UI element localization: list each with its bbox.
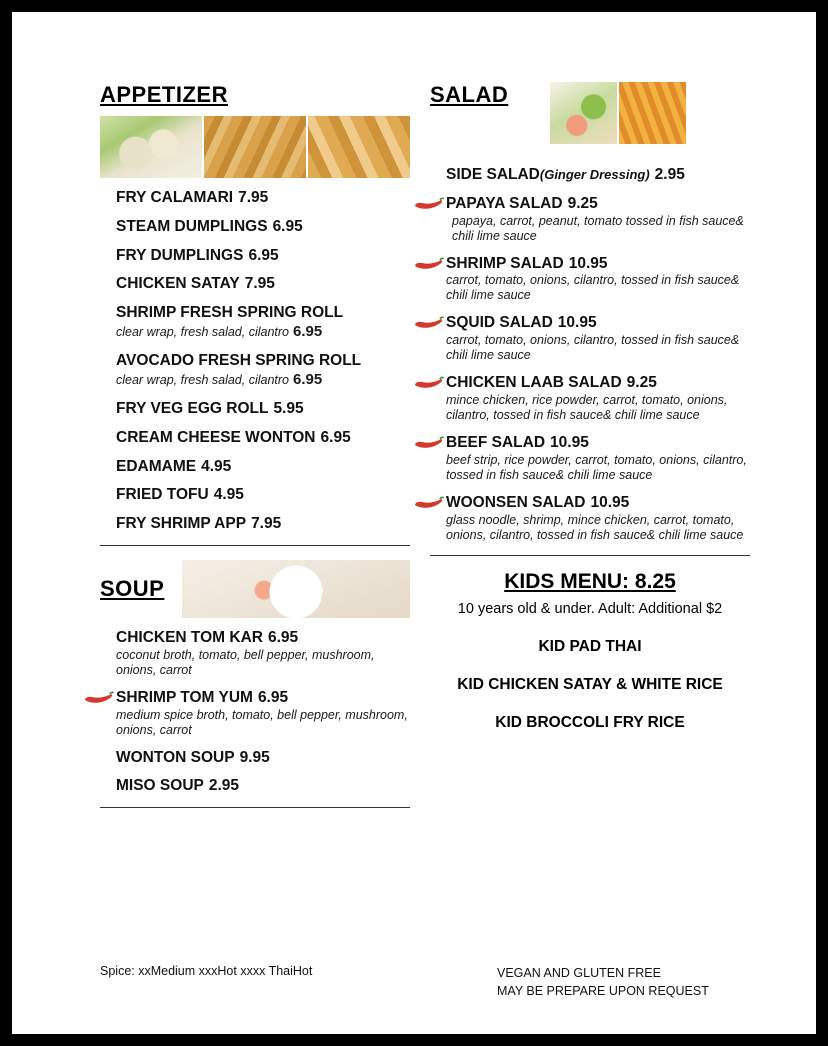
item-name: CHICKEN TOM KAR — [116, 628, 263, 646]
vegan-note-line-1: VEGAN AND GLUTEN FREE — [497, 966, 661, 980]
fried-wonton-photo — [308, 116, 410, 178]
item-desc: glass noodle, shrimp, mince chicken, carrot, tomato, onions, cilantro, tossed in fish sauce& chili lime sauce — [446, 512, 744, 542]
spring-roll-photo — [100, 116, 202, 178]
appetizer-heading: APPETIZER — [100, 82, 228, 107]
item-name: SQUID SALAD — [446, 314, 553, 332]
menu-item — [100, 429, 410, 447]
item-price: 9.95 — [239, 748, 270, 766]
item-name: SHRIMP TOM YUM — [116, 688, 253, 706]
menu-item — [430, 314, 750, 363]
menu-item — [430, 255, 750, 304]
kids-menu-item: KID CHICKEN SATAY & WHITE RICE — [457, 675, 723, 693]
menu-item — [100, 458, 410, 476]
spice-legend: Spice: xxMedium xxxHot xxxx ThaiHot — [100, 964, 313, 978]
item-price: 2.95 — [654, 166, 685, 183]
item-desc: carrot, tomato, onions, cilantro, tossed in fish sauce& chili lime sauce — [446, 333, 740, 363]
item-desc: clear wrap, fresh salad, cilantro — [116, 325, 289, 340]
item-price: 5.95 — [273, 399, 304, 417]
soup-heading: SOUP — [100, 575, 165, 601]
item-note: (Ginger Dressing) — [539, 167, 650, 182]
menu-item — [100, 749, 410, 767]
menu-item — [100, 304, 410, 341]
kids-menu-subtitle: 10 years old & under. Adult: Additional $2 — [457, 600, 723, 617]
item-desc: coconut broth, tomato, bell pepper, mushroom, onions, carrot — [116, 647, 375, 677]
item-price: 10.95 — [550, 434, 589, 452]
item-name: WONTON SOUP — [116, 748, 235, 766]
item-name: FRIED TOFU — [116, 486, 209, 504]
section-divider — [430, 555, 750, 556]
menu-item — [100, 352, 410, 389]
item-name: CREAM CHEESE WONTON — [116, 428, 316, 446]
egg-roll-photo — [204, 116, 306, 178]
chili-pepper-icon — [414, 496, 444, 510]
item-name: AVOCADO FRESH SPRING ROLL — [116, 352, 362, 370]
item-name: MISO SOUP — [116, 777, 204, 795]
appetizer-photo-strip — [100, 116, 410, 178]
menu-item — [100, 218, 410, 236]
item-desc: papaya, carrot, peanut, tomato tossed in fish sauce& chili lime sauce — [452, 213, 744, 243]
item-name: SIDE SALAD — [446, 166, 540, 183]
item-name: PAPAYA SALAD — [446, 194, 563, 212]
item-name: STEAM DUMPLINGS — [116, 217, 268, 235]
salad-section — [430, 82, 750, 556]
menu-item — [100, 247, 410, 265]
menu-item — [430, 195, 750, 244]
appetizer-section — [100, 82, 410, 546]
item-price: 6.95 — [267, 628, 299, 646]
menu-item — [100, 689, 410, 738]
chili-pepper-icon — [414, 436, 444, 450]
salad-photo-2 — [619, 82, 686, 144]
item-price: 4.95 — [213, 486, 244, 504]
menu-item — [100, 515, 410, 533]
menu-item — [430, 494, 750, 543]
menu-item — [100, 275, 410, 293]
menu-page — [12, 12, 816, 1034]
item-price: 9.25 — [567, 194, 598, 212]
item-price: 6.95 — [272, 217, 303, 235]
kids-menu-section — [430, 570, 750, 733]
item-name: EDAMAME — [116, 457, 197, 475]
item-price: 10.95 — [568, 254, 608, 272]
kids-menu-item: KID PAD THAI — [538, 637, 642, 655]
vegan-note — [497, 964, 709, 1000]
menu-item — [100, 777, 410, 795]
vegan-note-line-2: MAY BE PREPARE UPON REQUEST — [497, 984, 709, 999]
chili-pepper-icon — [414, 197, 444, 211]
item-name: FRY VEG EGG ROLL — [116, 399, 269, 417]
chili-pepper-icon — [414, 376, 444, 390]
item-price: 10.95 — [557, 314, 597, 332]
item-price: 7.95 — [238, 189, 269, 206]
soup-bowl-photo — [182, 560, 410, 618]
chili-pepper-icon — [414, 257, 444, 271]
item-desc: carrot, tomato, onions, cilantro, tossed in fish sauce& chili lime sauce — [446, 273, 740, 303]
item-price: 4.95 — [201, 457, 232, 475]
menu-item — [430, 434, 750, 483]
chili-pepper-icon — [84, 691, 114, 705]
item-name: SHRIMP SALAD — [446, 254, 564, 272]
item-price: 7.95 — [244, 275, 275, 293]
section-divider — [100, 807, 410, 808]
menu-item — [100, 400, 410, 418]
menu-item — [430, 374, 750, 423]
item-name: SHRIMP FRESH SPRING ROLL — [116, 304, 344, 322]
menu-item — [100, 189, 410, 207]
item-price: 6.95 — [293, 370, 323, 388]
salad-heading: SALAD — [430, 82, 509, 107]
item-price: 2.95 — [208, 777, 240, 795]
section-divider — [100, 545, 410, 546]
item-price: 7.95 — [251, 515, 282, 533]
item-desc: mince chicken, rice powder, carrot, tomato, onions, cilantro, tossed in fish sauce& chili lime sauce — [446, 393, 728, 423]
item-name: FRY CALAMARI — [116, 189, 234, 206]
menu-item — [430, 166, 750, 184]
item-price: 6.95 — [248, 246, 279, 264]
soup-section — [100, 560, 410, 808]
item-name: BEEF SALAD — [446, 434, 546, 452]
kids-menu-heading: KIDS MENU: 8.25 — [504, 569, 676, 593]
item-name: WOONSEN SALAD — [446, 493, 586, 511]
salad-photo-1 — [550, 82, 617, 144]
menu-item — [100, 486, 410, 504]
right-column — [430, 82, 750, 733]
item-price: 6.95 — [320, 428, 351, 446]
item-desc: clear wrap, fresh salad, cilantro — [116, 372, 289, 387]
chili-pepper-icon — [414, 316, 444, 330]
item-price: 9.25 — [626, 374, 657, 392]
item-name: FRY DUMPLINGS — [116, 246, 244, 264]
item-desc: beef strip, rice powder, carrot, tomato, onions, cilantro, tossed in fish sauce& chili lime sauce — [446, 452, 747, 482]
item-price: 10.95 — [590, 493, 630, 511]
item-price: 6.95 — [257, 688, 289, 706]
item-name: CHICKEN SATAY — [116, 275, 240, 293]
item-name: FRY SHRIMP APP — [116, 515, 247, 533]
item-desc: medium spice broth, tomato, bell pepper, mushroom, onions, carrot — [116, 707, 408, 737]
item-price: 6.95 — [293, 323, 323, 341]
item-name: CHICKEN LAAB SALAD — [446, 374, 622, 392]
kids-menu-item: KID BROCCOLI FRY RICE — [495, 713, 685, 731]
left-column — [100, 82, 410, 808]
menu-item — [100, 629, 410, 678]
